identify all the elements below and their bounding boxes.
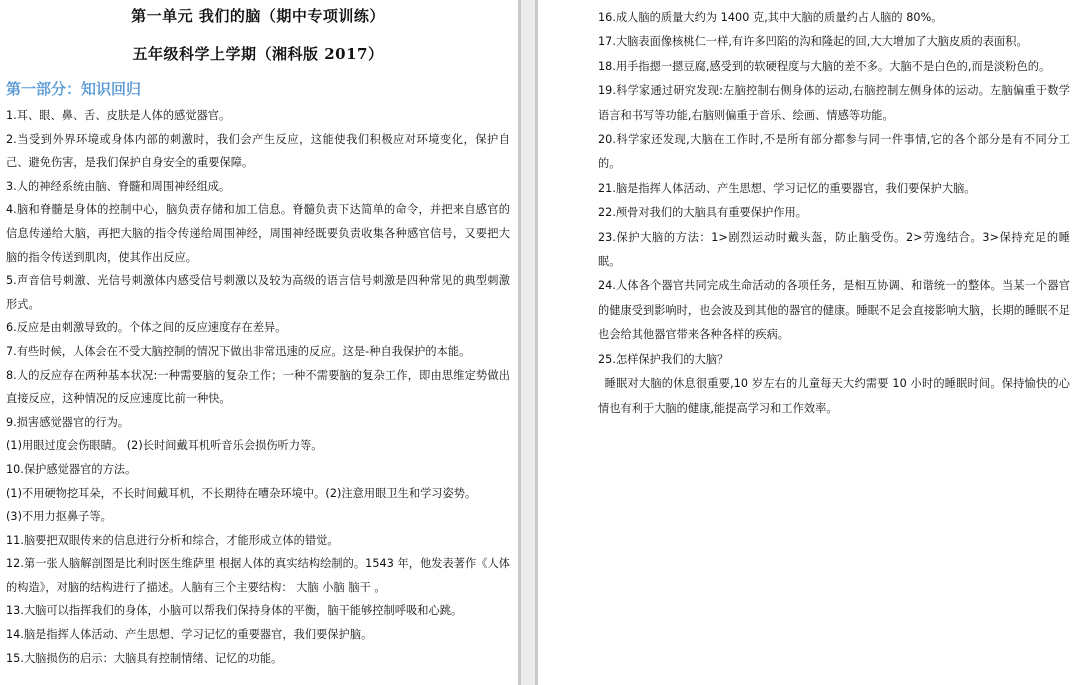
- knowledge-item-10-detail-a: (1)不用硬物挖耳朵，不长时间戴耳机，不长期待在嘈杂环境中。(2)注意用眼卫生和学习姿势。: [6, 486, 477, 500]
- document-page-left: [0, 0, 518, 685]
- knowledge-item-3: 3.人的神经系统由脑、脊髓和周围神经组成。: [6, 179, 231, 193]
- knowledge-item-14: 14.脑是指挥人体活动、产生思想、学习记忆的重要器官，我们要保护脑。: [6, 628, 373, 642]
- knowledge-item-19: 19.科学家通过研究发现:左脑控制右侧身体的运动,右脑控制左侧身体的运动。左脑偏重于数学语言和书写等功能,右脑则偏重于音乐、绘画、情感等功能。: [598, 84, 1070, 122]
- knowledge-item-17: 17.大脑表面像核桃仁一样,有许多凹陷的沟和隆起的回,大大增加了大脑皮质的表面积。: [598, 35, 1028, 49]
- knowledge-item-15: 15.大脑损伤的启示：大脑具有控制情绪、记忆的功能。: [6, 651, 283, 665]
- knowledge-item-9-detail: (1)用眼过度会伤眼睛。 (2)长时间戴耳机听音乐会损伤听力等。: [6, 439, 323, 453]
- knowledge-item-10: 10.保护感觉器官的方法。: [6, 462, 137, 476]
- knowledge-item-24: 24.人体各个器官共同完成生命活动的各项任务，是相互协调、和谐统一的整体。当某一个器官的健康受到影响时，也会波及到其他的器官的健康。睡眠不足会直接影响大脑，长期的睡眠不足也会给其他器官带来各种各样的疾病。: [598, 279, 1070, 342]
- knowledge-item-22: 22.颅骨对我们的大脑具有重要保护作用。: [598, 206, 807, 220]
- knowledge-item-7: 7.有些时候，人体会在不受大脑控制的情况下做出非常迅速的反应。这是-种自我保护的本能。: [6, 344, 471, 358]
- knowledge-item-9: 9.损害感觉器官的行为。: [6, 415, 130, 429]
- knowledge-item-23: 23.保护大脑的方法：1>剧烈运动时戴头盔，防止脑受伤。2>劳逸结合。3>保持充足的睡眠。: [598, 230, 1070, 269]
- knowledge-item-4: 4.脑和脊髓是身体的控制中心，脑负责存储和加工信息。脊髓负责下达简单的命令，并把来自感官的信息传递给大脑，再把大脑的指令传递给周围神经，周围神经既要负责收集各种感官信号，又要把大脑的指令传送到肌肉，使其作出反应。: [6, 203, 510, 264]
- knowledge-item-6: 6.反应是由刺激导致的。个体之间的反应速度存在差异。: [6, 321, 287, 335]
- knowledge-item-10-detail-b: (3)不用力抠鼻子等。: [6, 510, 112, 524]
- knowledge-item-18: 18.用手指摁一摁豆腐,感受到的软硬程度与大脑的差不多。大脑不是白色的,而是淡粉色的。: [598, 59, 1051, 73]
- knowledge-item-1: 1.耳、眼、鼻、舌、皮肤是人体的感觉器官。: [6, 109, 231, 122]
- knowledge-item-20: 20.科学家还发现,大脑在工作时,不是所有部分都参与同一件事情,它的各个部分是有不同分工的。: [598, 133, 1070, 171]
- knowledge-item-8: 8.人的反应存在两种基本状况:一种需要脑的复杂工作；一种不需要脑的复杂工作，即由思维定势做出直接反应，这种情况的反应速度比前一种快。: [6, 368, 510, 406]
- document-page-right: [538, 0, 1080, 685]
- knowledge-item-12: 12.第一张人脑解剖图是比利时医生维萨里 根据人体的真实结构绘制的。1543 年，他发表著作《人体的构造》，对脑的结构进行了描述。人脑有三个主要结构： 大脑 小脑 脑干 。: [6, 557, 510, 594]
- knowledge-item-21: 21.脑是指挥人体活动、产生思想、学习记忆的重要器官，我们要保护大脑。: [598, 181, 976, 195]
- knowledge-item-5: 5.声音信号刺激、光信号刺激体内感受信号刺激以及较为高级的语言信号刺激是四种常见的典型刺激形式。: [6, 274, 510, 311]
- section-heading: 第一部分：知识回归: [6, 80, 142, 98]
- knowledge-item-16: 16.成人脑的质量大约为 1400 克,其中大脑的质量约占人脑的 80%。: [598, 11, 943, 24]
- knowledge-item-13: 13.大脑可以指挥我们的身体，小脑可以帮我们保持身体的平衡，脑干能够控制呼吸和心跳。: [6, 604, 463, 618]
- knowledge-item-25-answer: 睡眠对大脑的休息很重要,10 岁左右的儿童每天大约需要 10 小时的睡眠时间。保持愉快的心情也有利于大脑的健康,能提高学习和工作效率。: [598, 377, 1070, 415]
- knowledge-item-25: 25.怎样保护我们的大脑？: [598, 352, 729, 366]
- knowledge-item-2: 2.当受到外界环境或身体内部的刺激时，我们会产生反应，这能使我们积极应对环境变化，保护自己、避免伤害，是我们保护自身安全的重要保障。: [6, 132, 510, 170]
- unit-title: 第一单元 我们的脑（期中专项训练）: [131, 7, 385, 25]
- page-divider: [518, 0, 521, 685]
- document-subtitle: 五年级科学上学期（湘科版 2017）: [132, 45, 384, 63]
- knowledge-item-11: 11.脑要把双眼传来的信息进行分析和综合，才能形成立体的错觉。: [6, 533, 339, 547]
